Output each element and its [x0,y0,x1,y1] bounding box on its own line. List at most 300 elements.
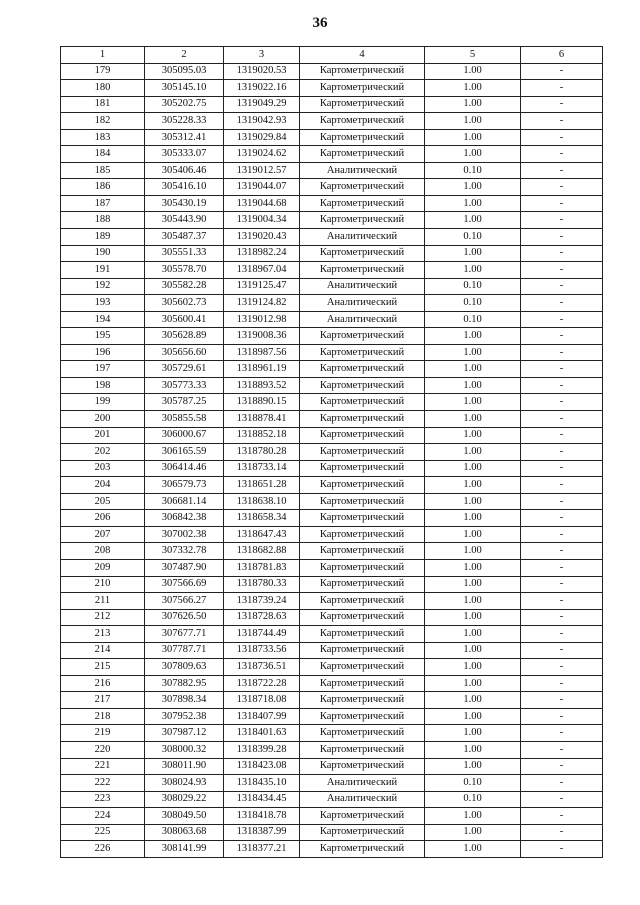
accuracy-cell: 1.00 [425,659,521,676]
accuracy-cell: 1.00 [425,361,521,378]
note-cell: - [521,427,603,444]
point-number-cell: 226 [61,841,145,858]
table-row [61,113,603,130]
page-number: 36 [312,15,328,31]
x-coordinate-cell: 307002.38 [145,526,224,543]
point-number-cell: 208 [61,543,145,560]
note-cell: - [521,212,603,229]
y-coordinate-cell: 1319022.16 [224,80,300,97]
x-coordinate-cell: 307898.34 [145,692,224,709]
x-coordinate-cell: 305600.41 [145,311,224,328]
point-number-cell: 194 [61,311,145,328]
table-row [61,278,603,295]
method-cell: Картометрический [300,526,425,543]
accuracy-cell: 1.00 [425,725,521,742]
note-cell: - [521,394,603,411]
method-cell: Картометрический [300,96,425,113]
note-cell: - [521,295,603,312]
point-number-cell: 187 [61,195,145,212]
table-row [61,659,603,676]
method-cell: Картометрический [300,708,425,725]
y-coordinate-cell: 1318401.63 [224,725,300,742]
point-number-cell: 180 [61,80,145,97]
table-row [61,394,603,411]
table-row [61,593,603,610]
x-coordinate-cell: 305602.73 [145,295,224,312]
x-coordinate-cell: 307626.50 [145,609,224,626]
note-cell: - [521,195,603,212]
x-coordinate-cell: 307332.78 [145,543,224,560]
point-number-cell: 192 [61,278,145,295]
method-cell: Картометрический [300,179,425,196]
accuracy-cell: 1.00 [425,113,521,130]
accuracy-cell: 1.00 [425,477,521,494]
method-cell: Картометрический [300,377,425,394]
y-coordinate-cell: 1318682.88 [224,543,300,560]
accuracy-cell: 0.10 [425,295,521,312]
method-cell: Картометрический [300,576,425,593]
method-cell: Аналитический [300,295,425,312]
method-cell: Картометрический [300,63,425,80]
method-cell: Аналитический [300,229,425,246]
y-coordinate-cell: 1319049.29 [224,96,300,113]
point-number-cell: 218 [61,708,145,725]
method-cell: Картометрический [300,659,425,676]
x-coordinate-cell: 305773.33 [145,377,224,394]
table-row [61,162,603,179]
note-cell: - [521,725,603,742]
point-number-cell: 198 [61,377,145,394]
header-row [61,47,603,64]
note-cell: - [521,576,603,593]
accuracy-cell: 1.00 [425,129,521,146]
note-cell: - [521,377,603,394]
y-coordinate-cell: 1318744.49 [224,626,300,643]
y-coordinate-cell: 1318967.04 [224,262,300,279]
table-row [61,179,603,196]
table-row [61,791,603,808]
y-coordinate-cell: 1318780.28 [224,444,300,461]
method-cell: Аналитический [300,278,425,295]
point-number-cell: 206 [61,510,145,527]
header-cell-4: 4 [300,47,425,64]
y-coordinate-cell: 1319042.93 [224,113,300,130]
method-cell: Картометрический [300,129,425,146]
table-row [61,146,603,163]
y-coordinate-cell: 1319024.62 [224,146,300,163]
note-cell: - [521,262,603,279]
method-cell: Картометрический [300,543,425,560]
method-cell: Картометрический [300,510,425,527]
x-coordinate-cell: 305202.75 [145,96,224,113]
note-cell: - [521,692,603,709]
point-number-cell: 207 [61,526,145,543]
accuracy-cell: 1.00 [425,593,521,610]
y-coordinate-cell: 1318435.10 [224,775,300,792]
accuracy-cell: 1.00 [425,741,521,758]
x-coordinate-cell: 305416.10 [145,179,224,196]
point-number-cell: 182 [61,113,145,130]
point-number-cell: 205 [61,493,145,510]
y-coordinate-cell: 1318387.99 [224,824,300,841]
accuracy-cell: 1.00 [425,377,521,394]
method-cell: Картометрический [300,675,425,692]
note-cell: - [521,675,603,692]
table-row [61,311,603,328]
x-coordinate-cell: 305551.33 [145,245,224,262]
note-cell: - [521,642,603,659]
x-coordinate-cell: 306681.14 [145,493,224,510]
accuracy-cell: 1.00 [425,394,521,411]
point-number-cell: 217 [61,692,145,709]
header-cell-1: 1 [61,47,145,64]
method-cell: Картометрический [300,609,425,626]
method-cell: Картометрический [300,427,425,444]
table-row [61,361,603,378]
y-coordinate-cell: 1319029.84 [224,129,300,146]
table-row [61,675,603,692]
method-cell: Картометрический [300,113,425,130]
note-cell: - [521,129,603,146]
note-cell: - [521,96,603,113]
x-coordinate-cell: 306579.73 [145,477,224,494]
table-row [61,808,603,825]
note-cell: - [521,344,603,361]
point-number-cell: 200 [61,411,145,428]
note-cell: - [521,510,603,527]
method-cell: Аналитический [300,311,425,328]
note-cell: - [521,824,603,841]
note-cell: - [521,460,603,477]
note-cell: - [521,841,603,858]
method-cell: Аналитический [300,775,425,792]
x-coordinate-cell: 305145.10 [145,80,224,97]
accuracy-cell: 1.00 [425,80,521,97]
method-cell: Картометрический [300,195,425,212]
method-cell: Картометрический [300,477,425,494]
x-coordinate-cell: 308011.90 [145,758,224,775]
x-coordinate-cell: 307952.38 [145,708,224,725]
method-cell: Аналитический [300,791,425,808]
table-row [61,212,603,229]
accuracy-cell: 1.00 [425,576,521,593]
table-row [61,692,603,709]
x-coordinate-cell: 307987.12 [145,725,224,742]
x-coordinate-cell: 307809.63 [145,659,224,676]
x-coordinate-cell: 306000.67 [145,427,224,444]
y-coordinate-cell: 1319008.36 [224,328,300,345]
table-row [61,262,603,279]
point-number-cell: 179 [61,63,145,80]
method-cell: Картометрический [300,808,425,825]
method-cell: Картометрический [300,344,425,361]
x-coordinate-cell: 307487.90 [145,559,224,576]
point-number-cell: 190 [61,245,145,262]
table-row [61,526,603,543]
y-coordinate-cell: 1319012.98 [224,311,300,328]
accuracy-cell: 1.00 [425,328,521,345]
note-cell: - [521,80,603,97]
point-number-cell: 216 [61,675,145,692]
accuracy-cell: 1.00 [425,344,521,361]
table-row [61,642,603,659]
y-coordinate-cell: 1318780.33 [224,576,300,593]
method-cell: Картометрический [300,493,425,510]
accuracy-cell: 1.00 [425,559,521,576]
x-coordinate-cell: 308029.22 [145,791,224,808]
note-cell: - [521,245,603,262]
table-row [61,344,603,361]
x-coordinate-cell: 305787.25 [145,394,224,411]
point-number-cell: 197 [61,361,145,378]
method-cell: Картометрический [300,824,425,841]
x-coordinate-cell: 308049.50 [145,808,224,825]
note-cell: - [521,543,603,560]
table-row [61,80,603,97]
y-coordinate-cell: 1318418.78 [224,808,300,825]
table-row [61,626,603,643]
y-coordinate-cell: 1318961.19 [224,361,300,378]
note-cell: - [521,559,603,576]
y-coordinate-cell: 1319044.68 [224,195,300,212]
point-number-cell: 196 [61,344,145,361]
y-coordinate-cell: 1318434.45 [224,791,300,808]
accuracy-cell: 1.00 [425,526,521,543]
note-cell: - [521,741,603,758]
accuracy-cell: 0.10 [425,162,521,179]
table-row [61,444,603,461]
table-row [61,63,603,80]
y-coordinate-cell: 1318718.08 [224,692,300,709]
table-row [61,741,603,758]
accuracy-cell: 0.10 [425,311,521,328]
point-number-cell: 221 [61,758,145,775]
accuracy-cell: 0.10 [425,775,521,792]
method-cell: Картометрический [300,146,425,163]
table-row [61,510,603,527]
y-coordinate-cell: 1318658.34 [224,510,300,527]
y-coordinate-cell: 1318377.21 [224,841,300,858]
accuracy-cell: 1.00 [425,758,521,775]
table-row [61,758,603,775]
x-coordinate-cell: 305656.60 [145,344,224,361]
table-row [61,493,603,510]
point-number-cell: 210 [61,576,145,593]
header-cell-2: 2 [145,47,224,64]
y-coordinate-cell: 1318739.24 [224,593,300,610]
table-row [61,328,603,345]
accuracy-cell: 1.00 [425,460,521,477]
note-cell: - [521,659,603,676]
table-body [61,63,603,857]
table-row [61,609,603,626]
y-coordinate-cell: 1318399.28 [224,741,300,758]
method-cell: Картометрический [300,80,425,97]
point-number-cell: 214 [61,642,145,659]
point-number-cell: 186 [61,179,145,196]
table-header [61,47,603,64]
method-cell: Аналитический [300,162,425,179]
x-coordinate-cell: 305312.41 [145,129,224,146]
point-number-cell: 189 [61,229,145,246]
note-cell: - [521,328,603,345]
note-cell: - [521,758,603,775]
table-row [61,725,603,742]
y-coordinate-cell: 1318733.14 [224,460,300,477]
method-cell: Картометрический [300,411,425,428]
note-cell: - [521,179,603,196]
point-number-cell: 202 [61,444,145,461]
note-cell: - [521,775,603,792]
method-cell: Картометрический [300,328,425,345]
y-coordinate-cell: 1318852.18 [224,427,300,444]
point-number-cell: 209 [61,559,145,576]
accuracy-cell: 0.10 [425,791,521,808]
point-number-cell: 204 [61,477,145,494]
point-number-cell: 193 [61,295,145,312]
accuracy-cell: 1.00 [425,411,521,428]
x-coordinate-cell: 305855.58 [145,411,224,428]
accuracy-cell: 1.00 [425,63,521,80]
point-number-cell: 185 [61,162,145,179]
accuracy-cell: 1.00 [425,609,521,626]
table-row [61,708,603,725]
note-cell: - [521,477,603,494]
note-cell: - [521,791,603,808]
method-cell: Картометрический [300,394,425,411]
table-row [61,841,603,858]
table-row [61,543,603,560]
point-number-cell: 188 [61,212,145,229]
x-coordinate-cell: 305406.46 [145,162,224,179]
accuracy-cell: 1.00 [425,444,521,461]
point-number-cell: 195 [61,328,145,345]
table-row [61,96,603,113]
note-cell: - [521,229,603,246]
header-cell-6: 6 [521,47,603,64]
table-row [61,824,603,841]
x-coordinate-cell: 305578.70 [145,262,224,279]
accuracy-cell: 1.00 [425,808,521,825]
accuracy-cell: 1.00 [425,245,521,262]
accuracy-cell: 1.00 [425,212,521,229]
point-number-cell: 224 [61,808,145,825]
x-coordinate-cell: 305582.28 [145,278,224,295]
point-number-cell: 199 [61,394,145,411]
method-cell: Картометрический [300,460,425,477]
accuracy-cell: 1.00 [425,510,521,527]
point-number-cell: 211 [61,593,145,610]
note-cell: - [521,808,603,825]
table-row [61,229,603,246]
method-cell: Картометрический [300,692,425,709]
point-number-cell: 201 [61,427,145,444]
accuracy-cell: 1.00 [425,195,521,212]
method-cell: Картометрический [300,841,425,858]
note-cell: - [521,361,603,378]
y-coordinate-cell: 1318638.10 [224,493,300,510]
point-number-cell: 184 [61,146,145,163]
note-cell: - [521,593,603,610]
note-cell: - [521,63,603,80]
accuracy-cell: 1.00 [425,96,521,113]
y-coordinate-cell: 1318736.51 [224,659,300,676]
y-coordinate-cell: 1318733.56 [224,642,300,659]
y-coordinate-cell: 1318728.63 [224,609,300,626]
x-coordinate-cell: 308141.99 [145,841,224,858]
x-coordinate-cell: 305487.37 [145,229,224,246]
y-coordinate-cell: 1318781.83 [224,559,300,576]
note-cell: - [521,444,603,461]
table-row [61,129,603,146]
table-row [61,195,603,212]
table-row [61,576,603,593]
note-cell: - [521,708,603,725]
table-row [61,460,603,477]
x-coordinate-cell: 305628.89 [145,328,224,345]
point-number-cell: 219 [61,725,145,742]
accuracy-cell: 0.10 [425,278,521,295]
y-coordinate-cell: 1318982.24 [224,245,300,262]
accuracy-cell: 1.00 [425,692,521,709]
y-coordinate-cell: 1318423.08 [224,758,300,775]
accuracy-cell: 1.00 [425,708,521,725]
x-coordinate-cell: 308000.32 [145,741,224,758]
x-coordinate-cell: 306414.46 [145,460,224,477]
x-coordinate-cell: 306165.59 [145,444,224,461]
y-coordinate-cell: 1318878.41 [224,411,300,428]
y-coordinate-cell: 1318651.28 [224,477,300,494]
accuracy-cell: 1.00 [425,493,521,510]
accuracy-cell: 1.00 [425,675,521,692]
x-coordinate-cell: 305228.33 [145,113,224,130]
table-row [61,559,603,576]
y-coordinate-cell: 1319004.34 [224,212,300,229]
header-cell-5: 5 [425,47,521,64]
method-cell: Картометрический [300,262,425,279]
y-coordinate-cell: 1319020.43 [224,229,300,246]
table-row [61,427,603,444]
method-cell: Картометрический [300,741,425,758]
x-coordinate-cell: 307566.27 [145,593,224,610]
header-cell-3: 3 [224,47,300,64]
x-coordinate-cell: 307882.95 [145,675,224,692]
x-coordinate-cell: 307787.71 [145,642,224,659]
x-coordinate-cell: 305443.90 [145,212,224,229]
y-coordinate-cell: 1318893.52 [224,377,300,394]
y-coordinate-cell: 1318987.56 [224,344,300,361]
accuracy-cell: 1.00 [425,262,521,279]
y-coordinate-cell: 1318647.43 [224,526,300,543]
note-cell: - [521,609,603,626]
table-row [61,775,603,792]
note-cell: - [521,411,603,428]
method-cell: Картометрический [300,642,425,659]
x-coordinate-cell: 308024.93 [145,775,224,792]
accuracy-cell: 1.00 [425,179,521,196]
table-row [61,377,603,394]
accuracy-cell: 1.00 [425,642,521,659]
method-cell: Картометрический [300,725,425,742]
y-coordinate-cell: 1319124.82 [224,295,300,312]
y-coordinate-cell: 1318722.28 [224,675,300,692]
note-cell: - [521,146,603,163]
accuracy-cell: 1.00 [425,146,521,163]
table-row [61,295,603,312]
point-number-cell: 191 [61,262,145,279]
point-number-cell: 225 [61,824,145,841]
x-coordinate-cell: 305095.03 [145,63,224,80]
